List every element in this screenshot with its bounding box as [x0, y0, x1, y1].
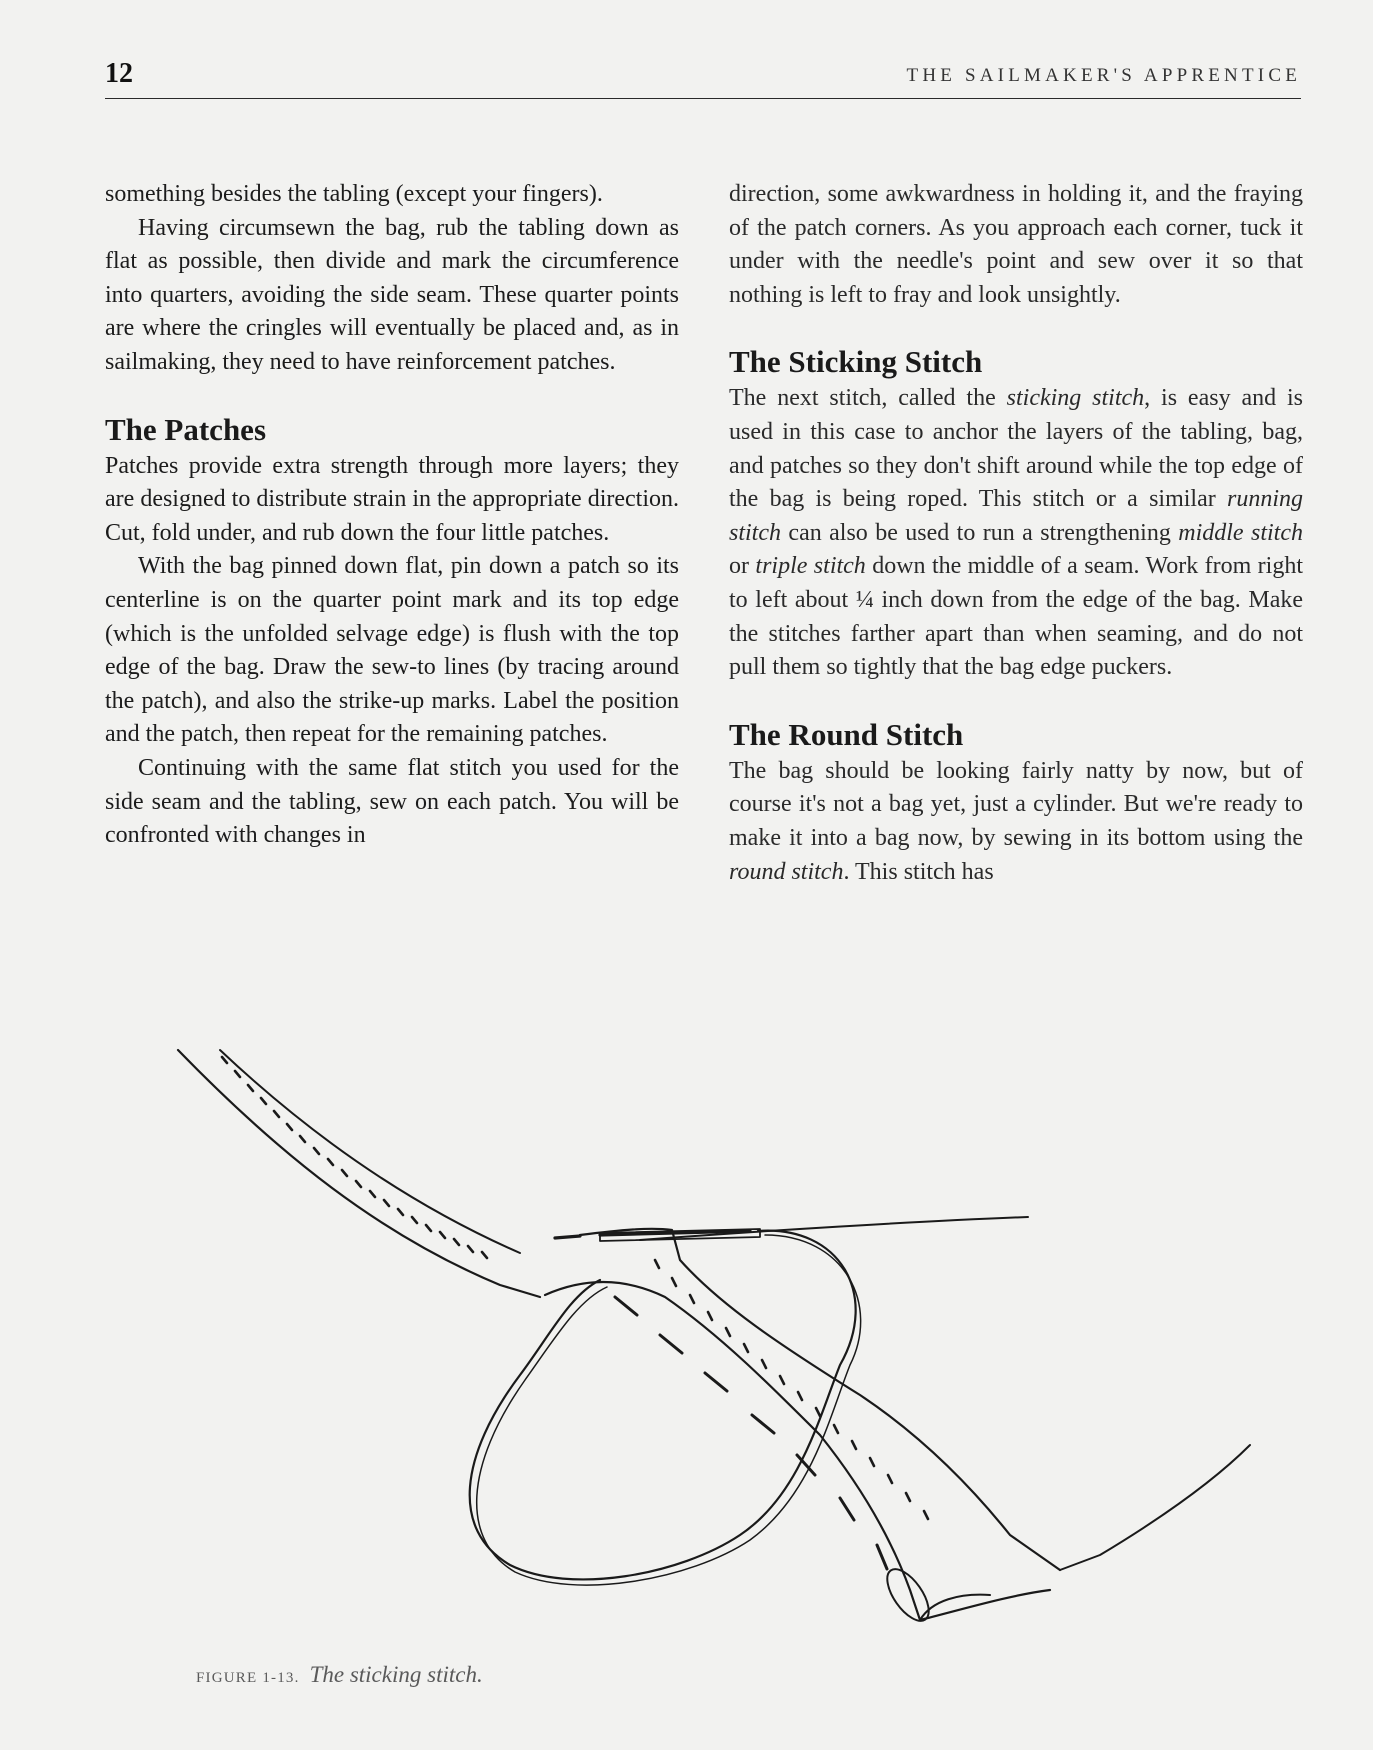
right-column [729, 178, 1303, 889]
page-number: 12 [105, 58, 133, 89]
bag-edge-outer-line [178, 1050, 540, 1297]
tabling-strip [580, 1229, 1060, 1570]
section-heading-patches: The Patches [105, 411, 267, 447]
thread-loop-inner [477, 1235, 861, 1585]
section-heading-sticking-stitch: The Sticking Stitch [729, 344, 983, 380]
term-sticking-stitch: sticking stitch [1006, 385, 1145, 412]
paragraph: With the bag pinned down flat, pin down a patch so its centerline is on the quarter point mark and its top edge (which is the unfolded selvage edge) is flush with the top edge of the bag. Draw the sew-to lines (by tracing around the patch), and also the strike-up marks. Label the position and the patch, then repeat for the remaining patches. [105, 553, 679, 748]
text-run: , is easy and is used in this case to anchor the layers of the tabling, bag, and patches so they don't shift around while the top edge of the bag is being roped. This stitch or a similar [729, 385, 1303, 513]
paragraph [729, 755, 1303, 889]
section-heading-round-stitch: The Round Stitch [729, 716, 964, 752]
term-triple-stitch: triple stitch [755, 553, 866, 580]
text-run: The next stitch, called the [729, 385, 1007, 412]
rolled-end [879, 1562, 936, 1627]
page-header [105, 58, 1301, 99]
paragraph: direction, some awkwardness in holding it, and the fraying of the patch corners. As you approach each corner, tuck it under with the needle's point and sew over it so that nothing is left to fray and look unsightly. [729, 181, 1303, 308]
sticking-stitch-illustration [160, 1035, 1290, 1655]
bag-edge-inner-line [220, 1050, 520, 1253]
paragraph [729, 382, 1303, 684]
term-middle-stitch: middle stitch [1178, 519, 1303, 546]
figure-title: The sticking stitch. [309, 1662, 483, 1687]
bag-top-line [640, 1217, 1028, 1240]
tabling-strip-end [920, 1445, 1250, 1620]
term-running-stitch: running stitch [729, 486, 1303, 546]
text-run: The bag should be looking fairly natty by now, but of course it's not a bag yet, just a cylinder. But we're ready to make it into a bag now, by sewing in its bottom using the [729, 757, 1303, 851]
left-column [105, 178, 679, 853]
text-run: . This stitch has [843, 858, 994, 885]
term-round-stitch: round stitch [729, 858, 844, 885]
figure-label: FIGURE 1-13. [196, 1670, 300, 1686]
paragraph: Patches provide extra strength through more layers; they are designed to distribute strain in the appropriate direction. Cut, fold under, and rub down the four little patches. [105, 452, 679, 546]
thread-loop [470, 1231, 856, 1580]
paragraph: Having circumsewn the bag, rub the tabling down as flat as possible, then divide and mark the circumference into quarters, avoiding the side seam. These quarter points are where the cringles will eventually be placed and, as in sailmaking, they need to have reinforcement patches. [105, 214, 679, 375]
text-run: down the middle of a seam. Work from right to left about ¼ inch down from the edge of the bag. Make the stitches farther apart than when seaming, and do not pull them so tightly that the bag edge puckers. [729, 553, 1303, 681]
paragraph: something besides the tabling (except your fingers). [105, 181, 603, 207]
figure-caption [196, 1662, 483, 1688]
text-run: can also be used to run a strengthening [781, 519, 1179, 546]
text-run: or [729, 553, 756, 580]
running-title: THE SAILMAKER'S APPRENTICE [906, 65, 1301, 86]
paragraph: Continuing with the same flat stitch you used for the side seam and the tabling, sew on each patch. You will be confronted with changes in [105, 754, 679, 849]
tabling-strip-lower [545, 1282, 1050, 1620]
